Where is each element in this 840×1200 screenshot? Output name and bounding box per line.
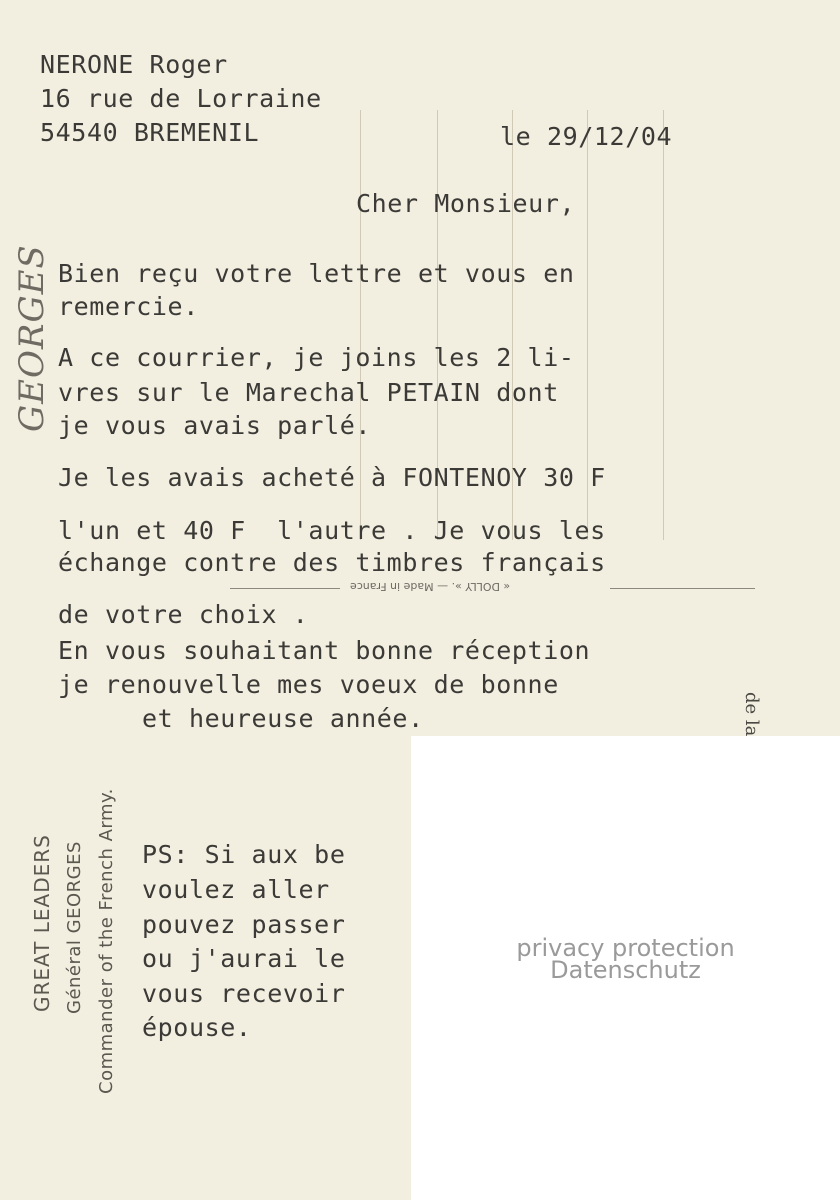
salutation: Cher Monsieur,	[356, 189, 576, 218]
caption-subject: Général GEORGES	[64, 841, 85, 1014]
body-line: échange contre des timbres français	[58, 548, 606, 577]
privacy-cover	[411, 736, 840, 1200]
body-line: l'un et 40 F l'autre . Je vous les	[58, 516, 606, 545]
ps-line: vous recevoir	[142, 979, 346, 1008]
body-line: et heureuse année.	[142, 704, 424, 733]
body-line: Bien reçu votre lettre et vous en	[58, 259, 575, 288]
body-line: A ce courrier, je joins les 2 li-	[58, 343, 575, 372]
ps-line: épouse.	[142, 1013, 252, 1042]
privacy-label: privacy protection	[516, 934, 735, 962]
body-line: Je les avais acheté à FONTENOY 30 F	[58, 463, 606, 492]
body-line: En vous souhaitant bonne réception	[58, 636, 591, 665]
ps-line: ou j'aurai le	[142, 944, 346, 973]
handwritten-note: GEORGES	[12, 244, 52, 432]
privacy-label-de: Datenschutz	[550, 956, 701, 984]
ps-line: PS: Si aux be	[142, 840, 346, 869]
sender-street: 16 rue de Lorraine	[40, 84, 322, 113]
body-line: remercie.	[58, 292, 199, 321]
imprint-rule-left	[230, 588, 340, 589]
body-line: je vous avais parlé.	[58, 411, 372, 440]
body-line: vres sur le Marechal PETAIN dont	[58, 378, 559, 407]
margin-fragment: de la	[741, 692, 762, 737]
caption-series: GREAT LEADERS	[30, 834, 54, 1012]
caption-description: Commander of the French Army.	[96, 788, 117, 1094]
ps-line: pouvez passer	[142, 910, 346, 939]
letter-date: le 29/12/04	[500, 122, 673, 151]
body-line: je renouvelle mes voeux de bonne	[58, 670, 559, 699]
vertical-rule	[663, 110, 664, 540]
imprint-text: « DOLLY ». — Made in France	[350, 580, 511, 593]
ps-line: voulez aller	[142, 875, 330, 904]
sender-city: 54540 BREMENIL	[40, 118, 260, 147]
body-line: de votre choix .	[58, 600, 309, 629]
imprint-rule-right	[610, 588, 755, 589]
sender-name: NERONE Roger	[40, 50, 228, 79]
